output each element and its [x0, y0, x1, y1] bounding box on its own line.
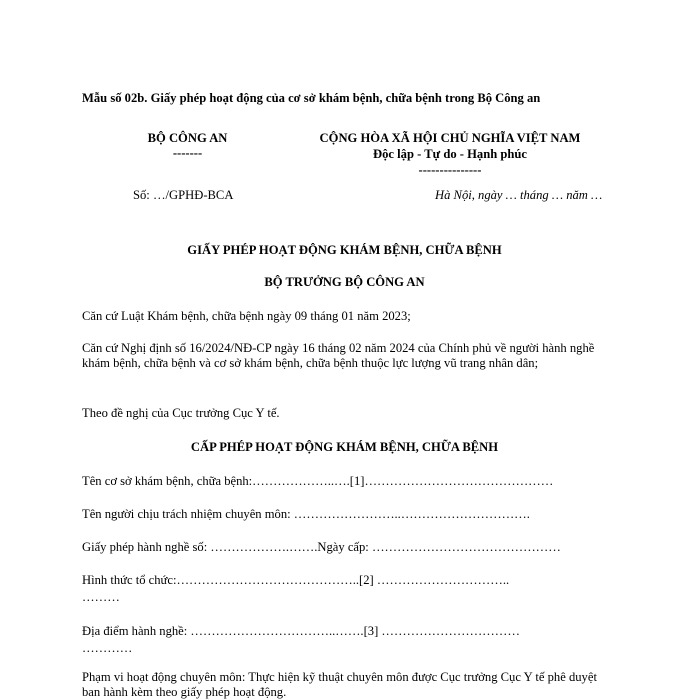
field-facility-name: Tên cơ sở khám bệnh, chữa bệnh:………………..….[1]………………………………………: [82, 474, 554, 488]
document-title: GIẤY PHÉP HOẠT ĐỘNG KHÁM BỆNH, CHỮA BỆNH: [187, 243, 502, 257]
field-organization-form: Hình thức tổ chức:……………………………………..[2] ………………………….. ………: [82, 573, 510, 604]
authority-title: BỘ TRƯỞNG BỘ CÔNG AN: [264, 275, 425, 289]
national-title: CỘNG HÒA XÃ HỘI CHỦ NGHĨA VIỆT NAM: [319, 131, 581, 145]
form-title: Mẫu số 02b. Giấy phép hoạt động của cơ sở khám bệnh, chữa bệnh trong Bộ Công an: [82, 91, 541, 105]
legal-basis-3: Theo đề nghị của Cục trưởng Cục Y tế.: [82, 406, 280, 420]
ministry-separator: -------: [172, 146, 203, 160]
legal-basis-1: Căn cứ Luật Khám bệnh, chữa bệnh ngày 09 tháng 01 năm 2023;: [82, 309, 411, 323]
national-motto: Độc lập - Tự do - Hạnh phúc: [373, 147, 527, 161]
motto-separator: ---------------: [418, 163, 482, 177]
place-date: Hà Nội, ngày … tháng … năm …: [435, 188, 603, 202]
field-responsible-person: Tên người chịu trách nhiệm chuyên môn: ……………………..………………………….: [82, 507, 530, 521]
grant-title: CẤP PHÉP HOẠT ĐỘNG KHÁM BỆNH, CHỮA BỆNH: [190, 440, 499, 454]
field-practice-location: Địa điểm hành nghề: ……………………………..…….[3] …………………………… …………: [82, 624, 520, 655]
legal-basis-2: Căn cứ Nghị định số 16/2024/NĐ-CP ngày 16 tháng 02 năm 2024 của Chính phủ về người hành nghề khám bệnh, chữa bệnh và cơ sở khám bệnh, chữa bệnh thuộc lực lượng vũ trang nhân dân;: [82, 341, 595, 370]
field-license-number: Giấy phép hành nghề số: ……………….…….Ngày cấp: ………………………………………: [82, 540, 561, 554]
scope-of-activities: Phạm vi hoạt động chuyên môn: Thực hiện kỹ thuật chuyên môn được Cục trưởng Cục Y tế phê duyệt ban hành kèm theo giấy phép hoạt động.: [82, 670, 597, 699]
document-number: Số: …/GPHĐ-BCA: [133, 188, 234, 202]
ministry-name: BỘ CÔNG AN: [147, 131, 228, 145]
